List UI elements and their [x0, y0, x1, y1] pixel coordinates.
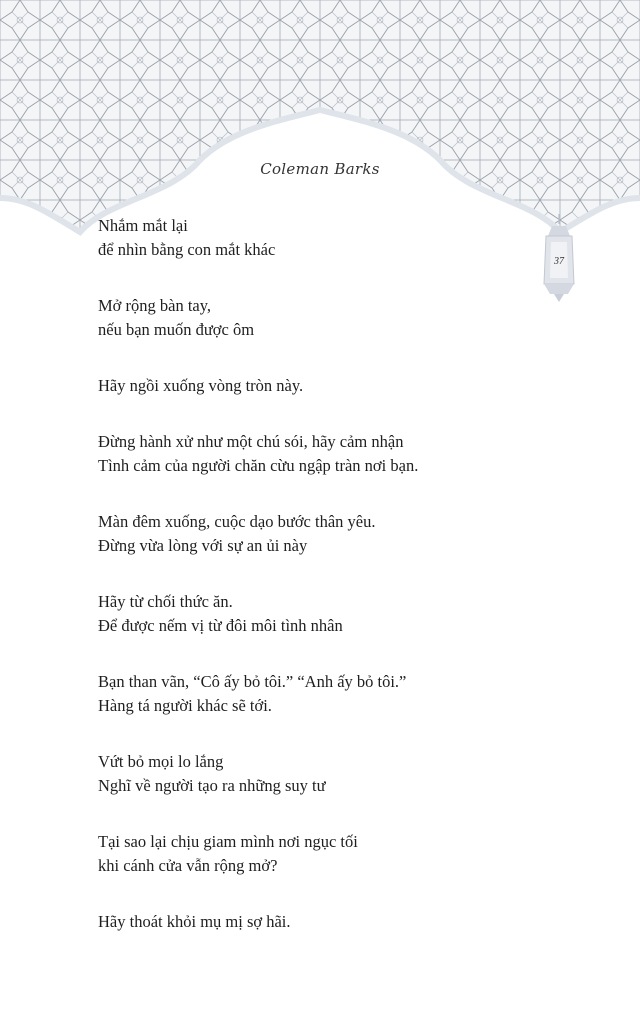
stanza	[98, 910, 538, 934]
poem-line: Vứt bỏ mọi lo lắng	[98, 752, 224, 771]
poem-line: Đừng vừa lòng với sự an ủi này	[98, 536, 308, 555]
poem-line: Hãy ngồi xuống vòng tròn này.	[98, 376, 304, 395]
author-signature: Coleman Barks	[260, 160, 380, 178]
stanza	[98, 510, 538, 558]
stanza	[98, 214, 538, 262]
poem-line: Mở rộng bàn tay,	[98, 296, 212, 315]
page-number: 37	[554, 256, 564, 267]
geometric-lattice-ornament	[0, 0, 640, 240]
stanza	[98, 294, 538, 342]
poem-line: khi cánh cửa vẫn rộng mở?	[98, 856, 278, 875]
poem-line: Bạn than vãn, “Cô ấy bỏ tôi.” “Anh ấy bỏ tôi.”	[98, 672, 407, 691]
poem-line: Nghĩ về người tạo ra những suy tư	[98, 776, 326, 795]
poem-line: Tại sao lại chịu giam mình nơi ngục tối	[98, 832, 358, 851]
poem-body	[98, 214, 538, 966]
stanza	[98, 830, 538, 878]
poem-line: Hãy từ chối thức ăn.	[98, 592, 233, 611]
poem-line: Nhắm mắt lại	[98, 216, 188, 235]
poem-line: Tình cảm của người chăn cừu ngập tràn nơi bạn.	[98, 456, 419, 475]
stanza	[98, 750, 538, 798]
poem-line: Đừng hành xử như một chú sói, hãy cảm nhận	[98, 432, 404, 451]
stanza	[98, 670, 538, 718]
stanza	[98, 374, 538, 398]
poem-line: Màn đêm xuống, cuộc dạo bước thân yêu.	[98, 512, 376, 531]
stanza	[98, 590, 538, 638]
poem-line: Hàng tá người khác sẽ tới.	[98, 696, 272, 715]
poem-line: Để được nếm vị từ đôi môi tình nhân	[98, 616, 343, 635]
poem-line: để nhìn bằng con mắt khác	[98, 240, 276, 259]
poem-line: nếu bạn muốn được ôm	[98, 320, 255, 339]
poem-line: Hãy thoát khỏi mụ mị sợ hãi.	[98, 912, 291, 931]
stanza	[98, 430, 538, 478]
